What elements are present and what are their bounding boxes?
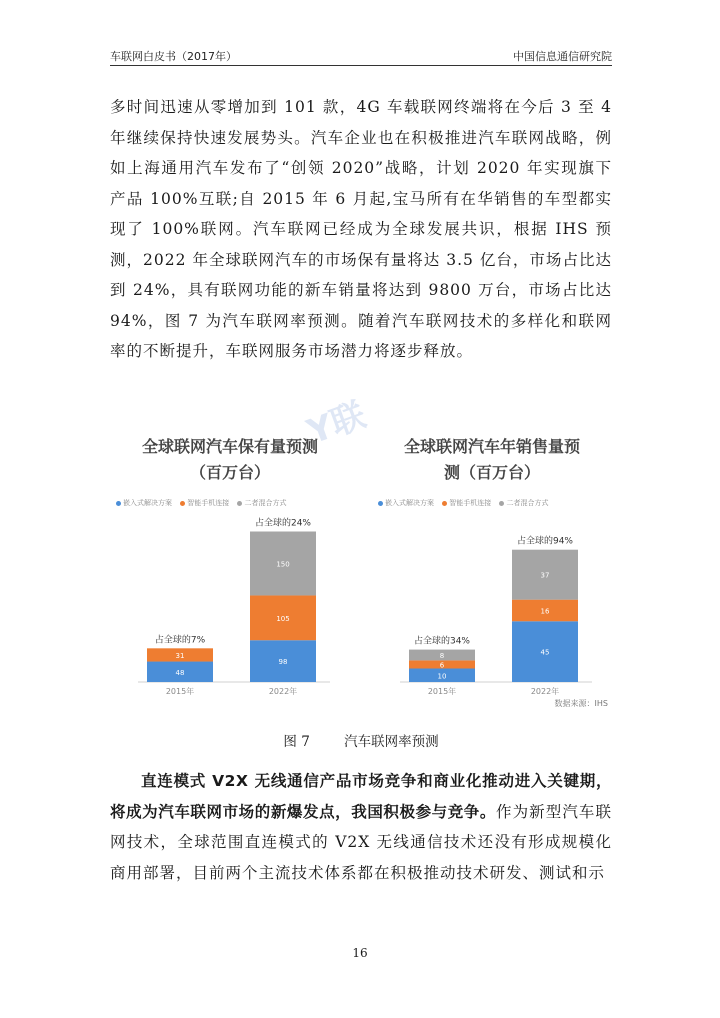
body-paragraph-2 [110,766,612,888]
body-paragraph-1: 多时间迅速从零增加到 101 款，4G 车载联网终端将在今后 3 至 4 年继续保持快速发展势头。汽车企业也在积极推进汽车联网战略，例如上海通用汽车发布了“创领 2020”战略，计划 2020 年实现旗下产品 100%互联;自 2015 年 6 月起,宝马所有在华销售的车型都实现了 100%联网。汽车联网已经成为全球发展共识，根据 IHS 预测，2022 年全球联网汽车的市场保有量将达 3.5 亿台，市场占比达到 24%，具有联网功能的新车销量将达到 9800 万台，市场占比达 94%，图 7 为汽车联网率预测。随着汽车联网技术的多样化和联网率的不断提升，车联网服务市场潜力将逐步释放。 [110,98,612,360]
bar-value-label: 98 [278,658,288,667]
chart-annual-sales [372,428,612,720]
x-tick-label: 2015年 [427,687,457,696]
bar-value-label: 8 [439,652,445,660]
chart-plot-area [372,428,612,720]
bar-value-label: 45 [540,648,550,657]
paragraph-bold-lead: 直连模式 V2X 无线通信产品市场竞争和商业化推动进入关键期，将成为汽车联网市场的新爆发点，我国积极参与竞争。 [110,772,612,821]
figure-caption-text: 汽车联网率预测 [344,734,439,750]
chart-plot-area [110,428,350,720]
share-annotation: 占全球的7% [154,635,206,646]
bar-value-label: 37 [540,571,550,580]
paragraph-text: 作为新型汽车联网技术，全球范围直连模式的 V2X 无线通信技术还没有形成规模化商用部署，目前两个主流技术体系都在积极推动技术研发、测试和示 [110,802,612,882]
legend-label: 智能手机连接 [449,499,492,507]
legend-label: 嵌入式解决方案 [385,499,434,507]
bar-value-label: 48 [175,668,185,677]
legend-label: 二者混合方式 [506,499,549,507]
share-annotation: 占全球的34% [413,636,471,647]
chart-title-line-1: 全球联网汽车年销售量预 [403,437,580,456]
figure-charts [110,428,612,720]
share-annotation: 占全球的24% [254,518,312,529]
source-note: 数据来源：IHS [554,699,608,708]
chart-title-line-2: 测（百万台） [443,463,540,482]
share-annotation: 占全球的94% [516,536,574,547]
chart-title-line-2: （百万台） [189,463,270,482]
legend-label: 二者混合方式 [244,499,287,507]
bar-value-label: 10 [437,672,447,681]
watermark: Y联 [302,394,371,453]
bar-value-label: 150 [276,560,290,569]
page-header [110,46,612,64]
x-tick-label: 2022年 [530,687,560,696]
page-number: 16 [352,946,368,960]
x-tick-label: 2015年 [165,687,195,696]
header-right-org: 中国信息通信研究院 [513,50,612,63]
figure-number: 图 7 [283,734,310,750]
bar-value-label: 105 [276,614,290,623]
bar-value-label: 16 [540,607,550,616]
x-tick-label: 2022年 [268,687,298,696]
header-left-title: 车联网白皮书（2017年） [110,50,237,63]
figure-caption [110,730,612,750]
bar-value-label: 6 [439,661,445,670]
legend-label: 嵌入式解决方案 [123,499,172,507]
chart-title-line-1: 全球联网汽车保有量预测 [141,437,318,456]
chart-installed-base [110,428,350,720]
header-rule [110,65,612,66]
bar-value-label: 31 [175,651,185,660]
legend-label: 智能手机连接 [187,499,230,507]
